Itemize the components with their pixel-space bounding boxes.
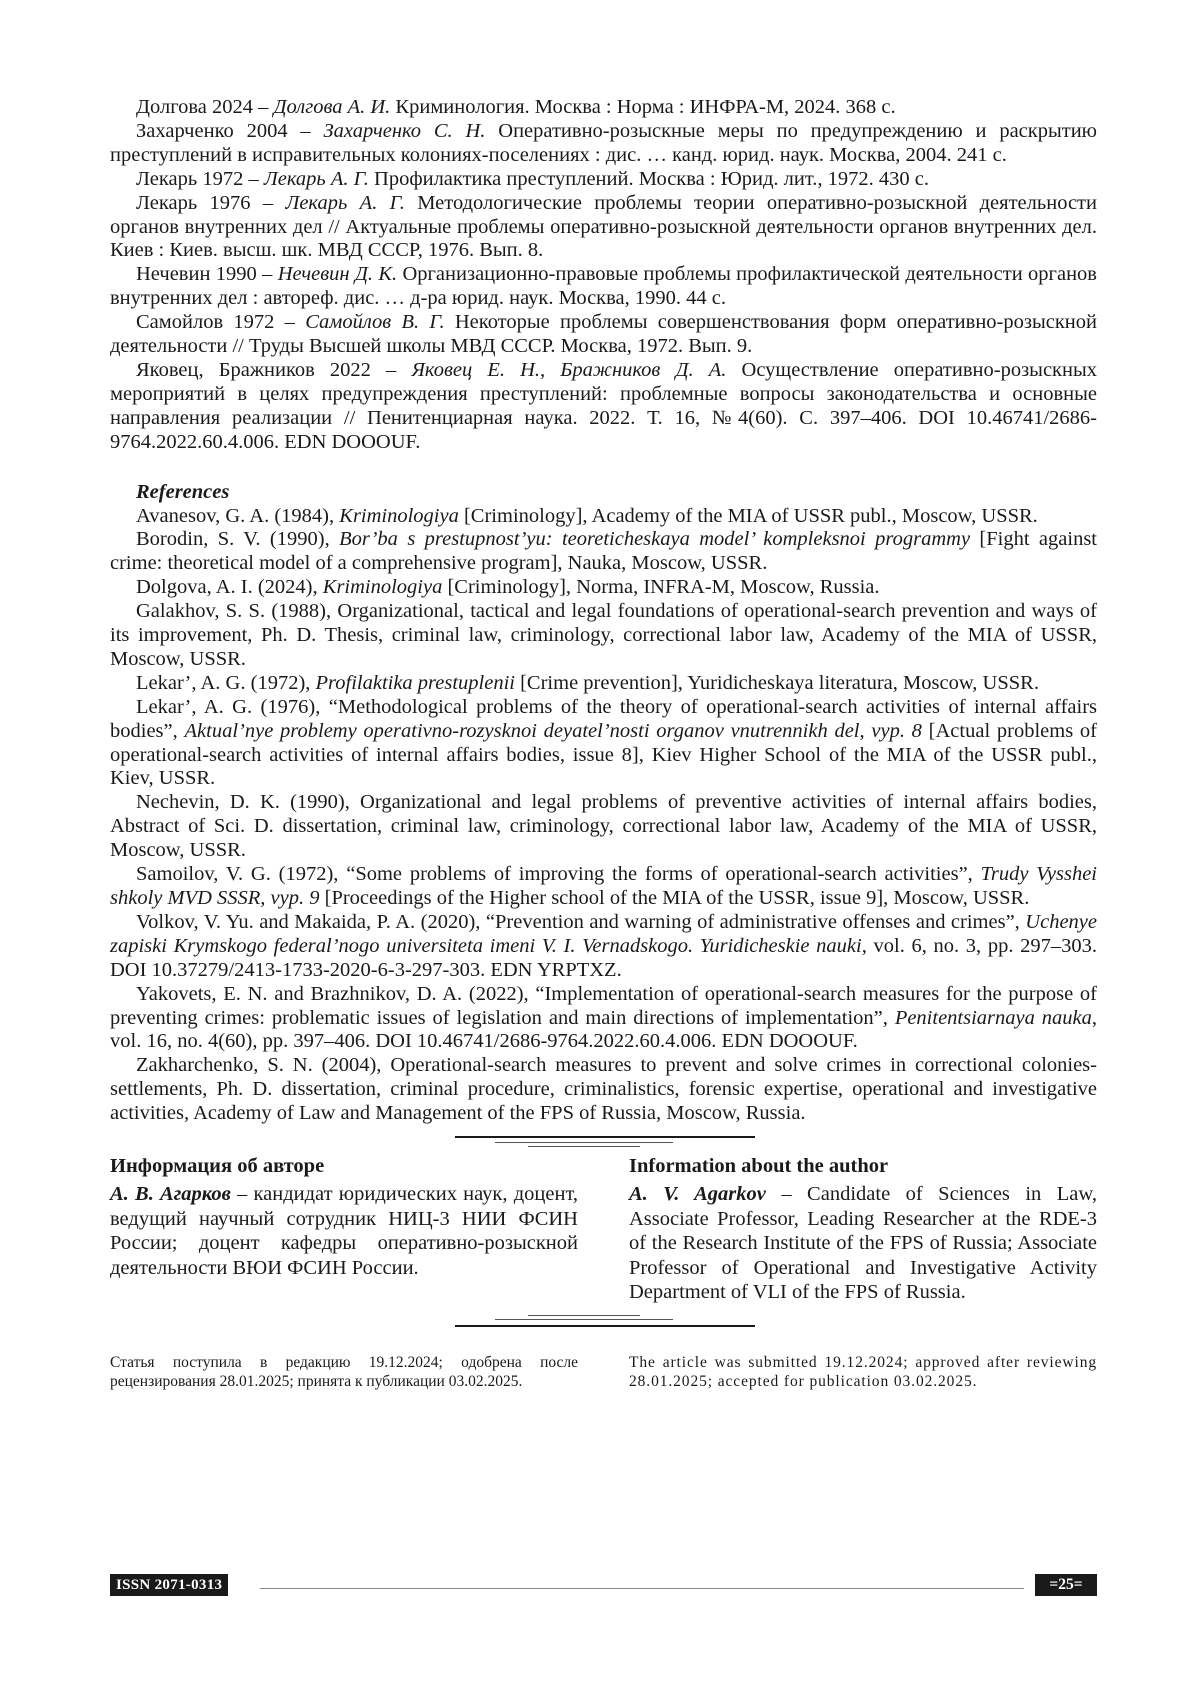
ref-en-item <box>110 528 1097 576</box>
dates-text-ru: Статья поступила в редакцию 19.12.2024; одобрена после рецензирования 28.01.2025; принята к публикации 03.02.2025. <box>110 1353 578 1390</box>
ref-author: Самойлов В. Г. <box>305 311 445 334</box>
author-desc-en: – Candidate of Sciences in Law, Associate Professor, Leading Researcher at the RDE-3 of the Research Institute of the FPS of Russia; Associate Professor of Operational and Investigative Activity Department of VLI of the FPS of Russia. <box>629 1183 1097 1304</box>
ref-ru-item <box>110 96 1097 120</box>
ref-rest: Профилактика преступлений. Москва : Юрид. лит., 1972. 430 с. <box>368 167 930 190</box>
issn-badge: ISSN 2071-0313 <box>110 1574 228 1596</box>
author-name-ru: А. В. Агарков <box>110 1183 231 1206</box>
ref-text: Lekar’, A. G. (1972), <box>136 671 316 694</box>
ref-author: Яковец Е. Н., Бражников Д. А. <box>411 358 727 381</box>
ref-lead: Лекарь 1976 – <box>136 191 286 214</box>
dates-ru <box>110 1353 578 1391</box>
ref-italic: Kriminologiya <box>322 576 443 599</box>
references-russian <box>110 96 1097 455</box>
ref-author: Лекарь А. Г. <box>285 191 405 214</box>
ref-italic: Aktual’nye problemy operativno-rozysknoi deyatel’nosti organov vnutrennikh del, vyp. 8 <box>184 719 922 742</box>
ref-lead: Самойлов 1972 – <box>136 311 306 334</box>
ref-en-item <box>110 1054 1097 1126</box>
author-name-en: A. V. Agarkov <box>629 1183 766 1206</box>
ref-lead: Яковец, Бражников 2022 – <box>136 358 412 381</box>
ref-text: Zakharchenko, S. N. (2004), Operational-search measures to prevent and solve crimes in correctional colonies-settlements, Ph. D. dissertation, criminal procedure, criminalistics, forensic expertise, operational and investigative activities, Academy of Law and Management of the FPS of Russia, Moscow, Russia. <box>110 1054 1097 1125</box>
divider-thin-line <box>495 1142 673 1143</box>
ref-text: [Criminology], Academy of the MIA of USSR publ., Moscow, USSR. <box>458 504 1038 527</box>
footer-rule <box>260 1588 1024 1589</box>
ref-en-item <box>110 863 1097 911</box>
ref-author: Нечевин Д. К. <box>277 263 398 286</box>
ref-text: [Proceedings of the Higher school of the MIA of the USSR, issue 9], Moscow, USSR. <box>319 887 1030 909</box>
page-number: =25= <box>1035 1574 1097 1596</box>
dates-text-en: The article was submitted 19.12.2024; approved after reviewing 28.01.2025; accepted for publication 03.02.2025. <box>629 1353 1097 1390</box>
section-divider-top <box>110 1130 1097 1154</box>
ref-italic: Trudy Vysshei shkoly MVD SSSR, vyp. 9 <box>110 863 1097 909</box>
ref-en-item <box>110 911 1097 983</box>
divider-thick-line <box>455 1325 755 1327</box>
author-heading-ru: Информация об авторе <box>110 1155 325 1178</box>
ref-en-item <box>110 600 1097 672</box>
ref-text: Nechevin, D. K. (1990), Organizational and legal problems of preventive activities of internal affairs bodies, Abstract of Sci. D. dissertation, criminal law, criminology, correctional labor law, Academy of the MIA of USSR, Moscow, USSR. <box>110 791 1097 862</box>
ref-text: Samoilov, V. G. (1972), “Some problems of improving the forms of operational-search activities”, <box>136 863 981 886</box>
ref-ru-item <box>110 168 1097 192</box>
author-info-en <box>629 1154 1097 1305</box>
ref-rest: Методологические проблемы теории оперативно-розыскной деятельности органов внутренних дел // Актуальные проблемы оперативно-розыскной деятельности органов внутренних дел. Киев : Киев. высш. шк. МВД СССР, 1976. Вып. 8. <box>110 191 1097 262</box>
ref-text: Volkov, V. Yu. and Makaida, P. A. (2020), “Prevention and warning of administrative offenses and crimes”, <box>136 910 1026 933</box>
page-footer <box>110 1574 1097 1598</box>
ref-rest: Некоторые проблемы совершенствования форм оперативно-розыскной деятельности // Труды Высшей школы МВД СССР. Москва, 1972. Вып. 9. <box>110 311 1097 358</box>
ref-italic: Penitentsiarnaya nauka <box>894 1006 1092 1029</box>
ref-lead: Долгова 2024 – <box>136 96 274 118</box>
ref-rest: Оперативно-розыскные меры по предупреждению и раскрытию преступлений в исправительных колониях-поселениях : дис. … канд. юрид. наук. Москва, 2004. 241 с. <box>110 119 1097 166</box>
ref-text: [Actual problems of operational-search activities of internal affairs bodies, issue 8], Kiev Higher School of the MIA of the USSR publ., Kiev, USSR. <box>110 719 1098 790</box>
page-content <box>110 96 1097 1391</box>
divider-thin-line <box>495 1319 673 1320</box>
ref-en-item <box>110 576 1097 600</box>
author-info <box>110 1154 1097 1305</box>
ref-italic: Kriminologiya <box>339 504 459 527</box>
ref-text: , vol. 16, no. 4(60), pp. 397–406. DOI 10.46741/2686-9764.2022.60.4.006. EDN DOOOUF. <box>110 1006 1098 1053</box>
ref-rest: Осуществление оперативно-розыскных мероприятий в целях предупреждения преступлений: проблемные вопросы законодательства и основные направления реализации // Пенитенциарная наука. 2022. Т. 16, №4(60). С. 397–406. DOI 10.46741/2686-9764.2022.60.4.006. EDN DOOOUF. <box>110 358 1097 453</box>
ref-en-item <box>110 696 1097 792</box>
ref-en-item <box>110 791 1097 863</box>
ref-italic: Profilaktika prestuplenii <box>315 671 515 694</box>
ref-text: , vol. 6, no. 3, pp. 297–303. DOI 10.37279/2413-1733-2020-6-3-297-303. EDN YRPTXZ. <box>110 934 1097 981</box>
ref-text: Borodin, S. V. (1990), <box>136 528 340 551</box>
ref-rest: Криминология. Москва : Норма : ИНФРА-М, 2024. 368 с. <box>390 96 896 118</box>
ref-en-item <box>110 672 1097 696</box>
references-heading: References <box>136 480 230 503</box>
ref-ru-item <box>110 120 1097 168</box>
ref-text: Avanesov, G. A. (1984), <box>136 504 340 527</box>
section-divider-bottom <box>110 1311 1097 1335</box>
ref-text: Yakovets, E. N. and Brazhnikov, D. A. (2022), “Implementation of operational-search measures for the purpose of preventing crimes: problematic issues of legislation and main directions of implementation”, <box>110 982 1097 1029</box>
ref-lead: Нечевин 1990 – <box>136 263 278 286</box>
ref-en-item <box>110 983 1097 1055</box>
ref-rest: Организационно-правовые проблемы профилактической деятельности органов внутренних дел : автореф. дис. … д-ра юрид. наук. Москва, 1990. 44 с. <box>110 263 1097 310</box>
ref-italic: Uchenye zapiski Krymskogo federal’nogo universiteta imeni V. I. Vernadskogo. Yuridicheskie nauki <box>110 910 1097 957</box>
author-heading-en: Information about the author <box>629 1155 889 1178</box>
ref-lead: Захарченко 2004 – <box>136 119 324 142</box>
author-text-en <box>629 1182 1097 1305</box>
ref-text: [Criminology], Norma, INFRA-M, Moscow, Russia. <box>442 576 880 599</box>
dates-en <box>629 1353 1097 1391</box>
author-desc-ru: – кандидат юридических наук, доцент, ведущий научный сотрудник НИЦ-3 НИИ ФСИН России; доцент кафедры оперативно-розыскной деятельности ВЮИ ФСИН России. <box>110 1183 579 1279</box>
divider-thin-line <box>528 1315 640 1316</box>
ref-author: Долгова А. И. <box>273 96 391 118</box>
ref-text: [Fight against crime: theoretical model of a comprehensive program], Nauka, Moscow, USSR. <box>110 528 1098 575</box>
ref-lead: Лекарь 1972 – <box>136 167 264 190</box>
submission-dates <box>110 1353 1097 1391</box>
ref-en-item <box>110 505 1097 529</box>
divider-thin-line <box>528 1146 640 1147</box>
ref-text: Dolgova, A. I. (2024), <box>136 576 323 599</box>
ref-text: [Crime prevention], Yuridicheskaya literatura, Moscow, USSR. <box>514 671 1039 694</box>
ref-text: Galakhov, S. S. (1988), Organizational, tactical and legal foundations of operational-search prevention and ways of its improvement, Ph. D. Thesis, criminal law, criminology, correctional labor law, Academy of the MIA of USSR, Moscow, USSR. <box>110 600 1097 670</box>
ref-author: Лекарь А. Г. <box>263 167 369 190</box>
author-info-ru <box>110 1154 578 1305</box>
ref-ru-item <box>110 263 1097 311</box>
ref-text: Lekar’, A. G. (1976), “Methodological problems of the theory of operational-search activities of internal affairs bodies”, <box>110 695 1097 742</box>
author-text-ru <box>110 1182 578 1280</box>
ref-ru-item <box>110 192 1097 264</box>
ref-author: Захарченко С. Н. <box>323 119 486 142</box>
references-english <box>110 481 1097 1126</box>
ref-italic: Bor’ba s prestupnost’yu: teoreticheskaya model’ kompleksnoi programmy <box>339 528 971 551</box>
ref-ru-item <box>110 311 1097 359</box>
divider-thick-line <box>455 1136 755 1138</box>
ref-ru-item <box>110 359 1097 455</box>
